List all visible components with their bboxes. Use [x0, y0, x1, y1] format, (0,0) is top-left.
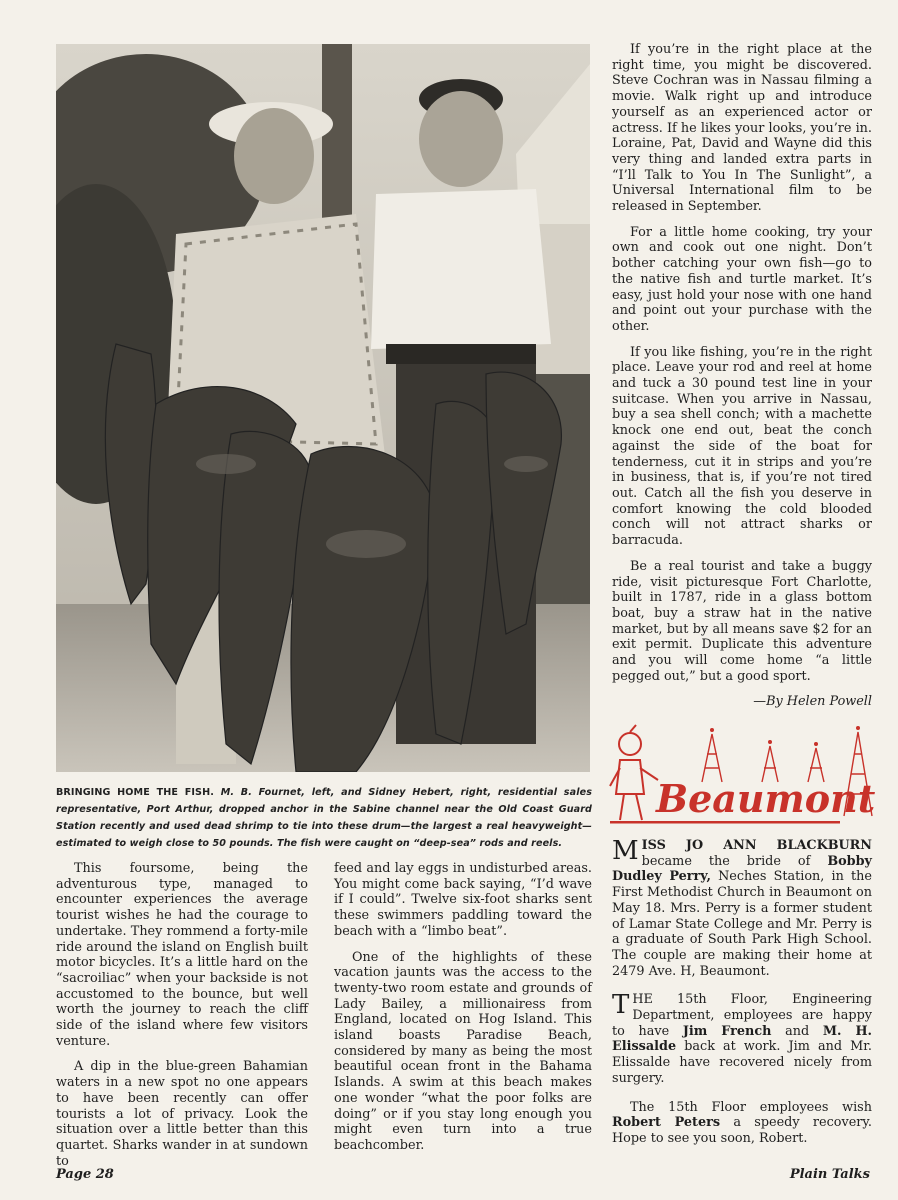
article-column-2 — [334, 861, 592, 1164]
news-item-return — [612, 992, 872, 1086]
byline: —By Helen Powell — [753, 694, 872, 710]
paragraph: One of the highlights of these vacation jaunts was the access to the twenty-two room estate and grounds of Lady Bailey, a millionairess from England, located on Hog Island. This island boasts Paradise Beach, considered by many as being the most beautiful ocean front in the Bahama Islands. A swim at this beach makes one wonder “what the poor folks are doing” or if you stay long enough you might even turn into a true beachcomber. — [334, 949, 592, 1153]
caption-body: M. B. Fournet, left, and Sidney Hebert, right, residential sales representative, Port Arthur, dropped anchor in the Sabine channel near the Old Coast Guard Station recently and used dead shrimp to tie into these drum—the largest a real heavyweight—estimated to weigh close to 50 pounds. The fish were caught on “deep-sea” rods and reels. — [56, 787, 593, 849]
logo-text: Beaumont — [656, 776, 876, 821]
paragraph: A dip in the blue-green Bahamian waters in a new spot no one appears to have been recently can offer tourists a lot of privacy. Look the situation over a little better than this quartet. Sharks wander in at sundown to — [56, 1059, 308, 1169]
beaumont-news-column — [612, 838, 872, 1160]
article-column-3 — [612, 42, 872, 720]
bride-name: ISS JO ANN BLACKBURN — [641, 838, 872, 853]
employee-name: Robert Peters — [612, 1115, 721, 1131]
dropcap: M — [612, 836, 639, 866]
dropcap: T — [612, 990, 630, 1021]
paragraph: Be a real tourist and take a buggy ride, visit picturesque Fort Charlotte, built in 1787, ride in a glass bottom boat, buy a straw hat in the native market, but by all means save $2 for an exit permit. Duplicate this adventure and you will come home “a little pegged out,” but a good sport. — [612, 558, 872, 684]
paragraph: This foursome, being the adventurous type, managed to encounter experiences the average tourist wishes he had the courage to undertake. They rommend a forty-mile ride around the island on English built motor bicycles. It’s a little hard on the “sacroiliac” when your backside is not accustomed to the bounce, but well worth the journey to reach the cliff side of the island where few visitors venture. — [56, 861, 308, 1049]
text-span: back at work. Jim and Mr. Elissalde have recovered nicely from surgery. — [612, 1039, 872, 1086]
fishing-photo — [56, 44, 590, 772]
text-span: HE 15th Floor, Engineering Department, employees are happy to have — [612, 992, 872, 1039]
groom-name: Bobby Dudley Perry, — [612, 853, 872, 885]
beaumont-logo-art — [606, 724, 878, 828]
text-span: and — [771, 1023, 823, 1039]
article-column-1 — [56, 861, 308, 1179]
text-span: became the bride of — [641, 853, 828, 869]
caption-lead: BRINGING HOME THE FISH. — [56, 787, 214, 798]
photo-caption — [56, 784, 592, 852]
text-span: a speedy recovery. Hope to see you soon, Robert. — [612, 1115, 872, 1146]
text-span: Neches Station, in the First Methodist Church in Beaumont on May 18. Mrs. Perry is a former student of Lamar State College and Mr. Perry is a graduate of South Park High School. The couple are making their home at 2479 Ave. H, Beaumont. — [612, 869, 872, 979]
paragraph: If you’re in the right place at the right time, you might be discovered. Steve Cochran was in Nassau filming a movie. Walk right up and introduce yourself as an experienced actor or actress. If he likes your looks, you’re in. Loraine, Pat, David and Wayne did this very thing and landed extra parts in “I’ll Talk to You In The Sunlight”, a Universal International film to be released in September. — [612, 42, 872, 215]
fishing-photo-illustration — [56, 44, 590, 772]
news-item-recovery — [612, 1100, 872, 1147]
paragraph: feed and lay eggs in undisturbed areas. You might come back saying, “I’d wave if I could”. Twelve six-foot sharks sent these swimmers paddling toward the beach with a “limbo beat”. — [334, 861, 592, 939]
paragraph: For a little home cooking, try your own and cook out one night. Don’t bother catching your own fish—go to the native fish and turtle market. It’s easy, just hold your nose with one hand and point out your purchase with the other. — [612, 224, 872, 334]
text-span: The 15th Floor employees wish — [630, 1099, 872, 1115]
publication-name: Plain Talks — [789, 1167, 870, 1182]
employee-name: M. H. Elissalde — [612, 1023, 873, 1055]
news-item-wedding — [612, 838, 872, 979]
page-number: Page 28 — [56, 1167, 114, 1182]
beaumont-logo — [606, 724, 878, 828]
employee-name: Jim French — [682, 1023, 772, 1039]
paragraph: If you like fishing, you’re in the right place. Leave your rod and reel at home and tuck a 30 pound test line in your suitcase. When you arrive in Nassau, buy a sea shell conch; with a machette knock one end out, beat the conch against the side of the boat for tenderness, cut it in strips and you’re in business, that is, if you’re not tired out. Catch all the fish you deserve in comfort knowing the cold blooded conch will not attract sharks or barracuda. — [612, 344, 872, 549]
